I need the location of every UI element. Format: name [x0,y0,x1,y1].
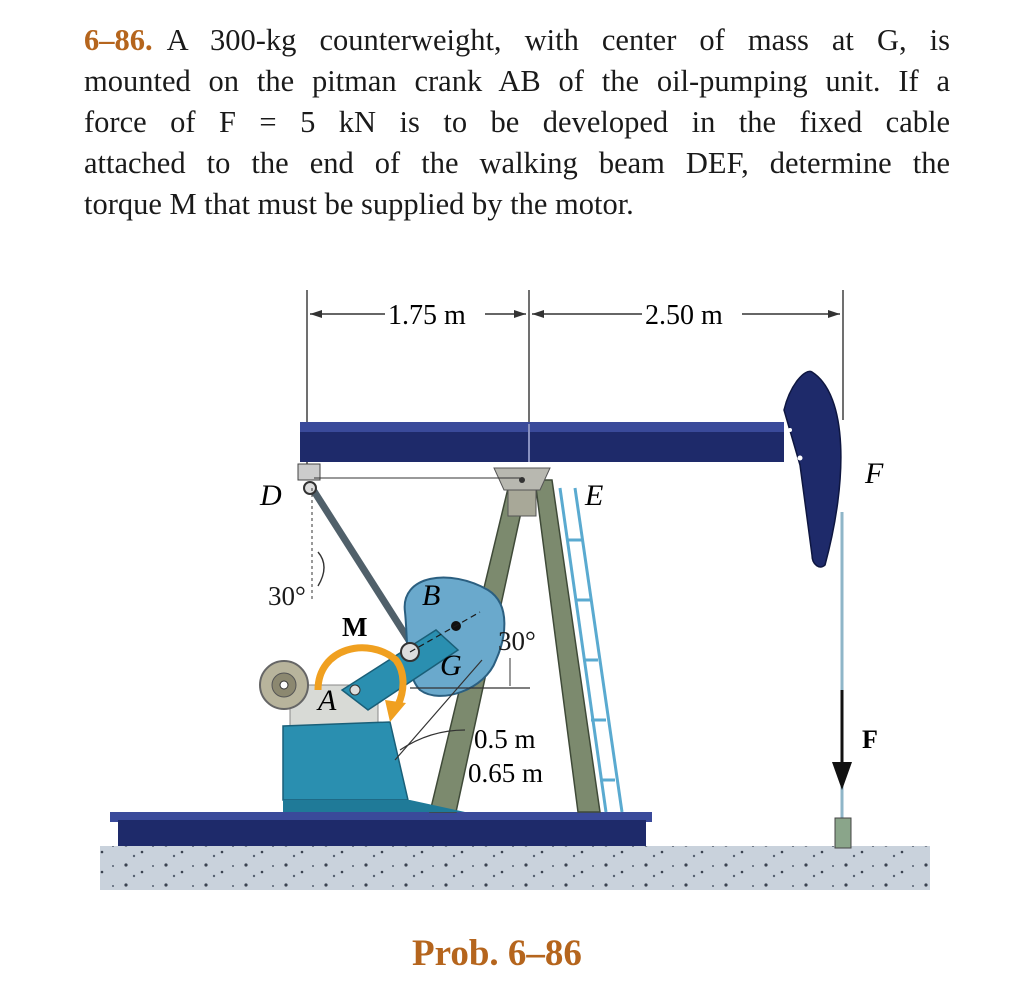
label-E: E [585,479,604,512]
problem-line-1: 6–86. A 300-kg counterweight, with center of mass at G, is [84,23,950,57]
problem-line-5: torque M that must be supplied by the motor. [84,187,634,221]
wellhead [835,818,851,848]
ground [100,846,930,890]
dim-2-50: 2.50 m [645,300,723,331]
frame-leg-right [535,480,600,812]
label-G: G [440,649,462,682]
figure-caption: Prob. 6–86 [412,933,582,974]
dim-0-65: 0.65 m [468,758,544,788]
dim-1-75: 1.75 m [388,300,466,331]
problem-line-2: mounted on the pitman crank AB of the oil-pumping unit. If a [84,64,950,98]
problem-line-4: attached to the end of the walking beam DEF, determine the [84,146,950,180]
angle-30-left: 30° [268,581,306,611]
label-D: D [260,479,282,512]
base-beam [118,820,646,846]
dim-0-5: 0.5 m [474,724,536,754]
pin-A [350,685,360,695]
force-F-arrow [832,762,852,790]
angle-30-right: 30° [498,626,536,656]
horse-head [784,371,841,567]
label-F-force: F [862,725,878,754]
label-B: B [422,579,441,612]
label-F-cable: F [865,457,884,490]
problem-line-3: force of F = 5 kN is to be developed in the fixed cable [84,105,950,139]
label-A: A [318,684,337,717]
gearbox [283,722,408,800]
problem-number: 6–86. [84,23,153,57]
label-M: M [342,612,368,642]
